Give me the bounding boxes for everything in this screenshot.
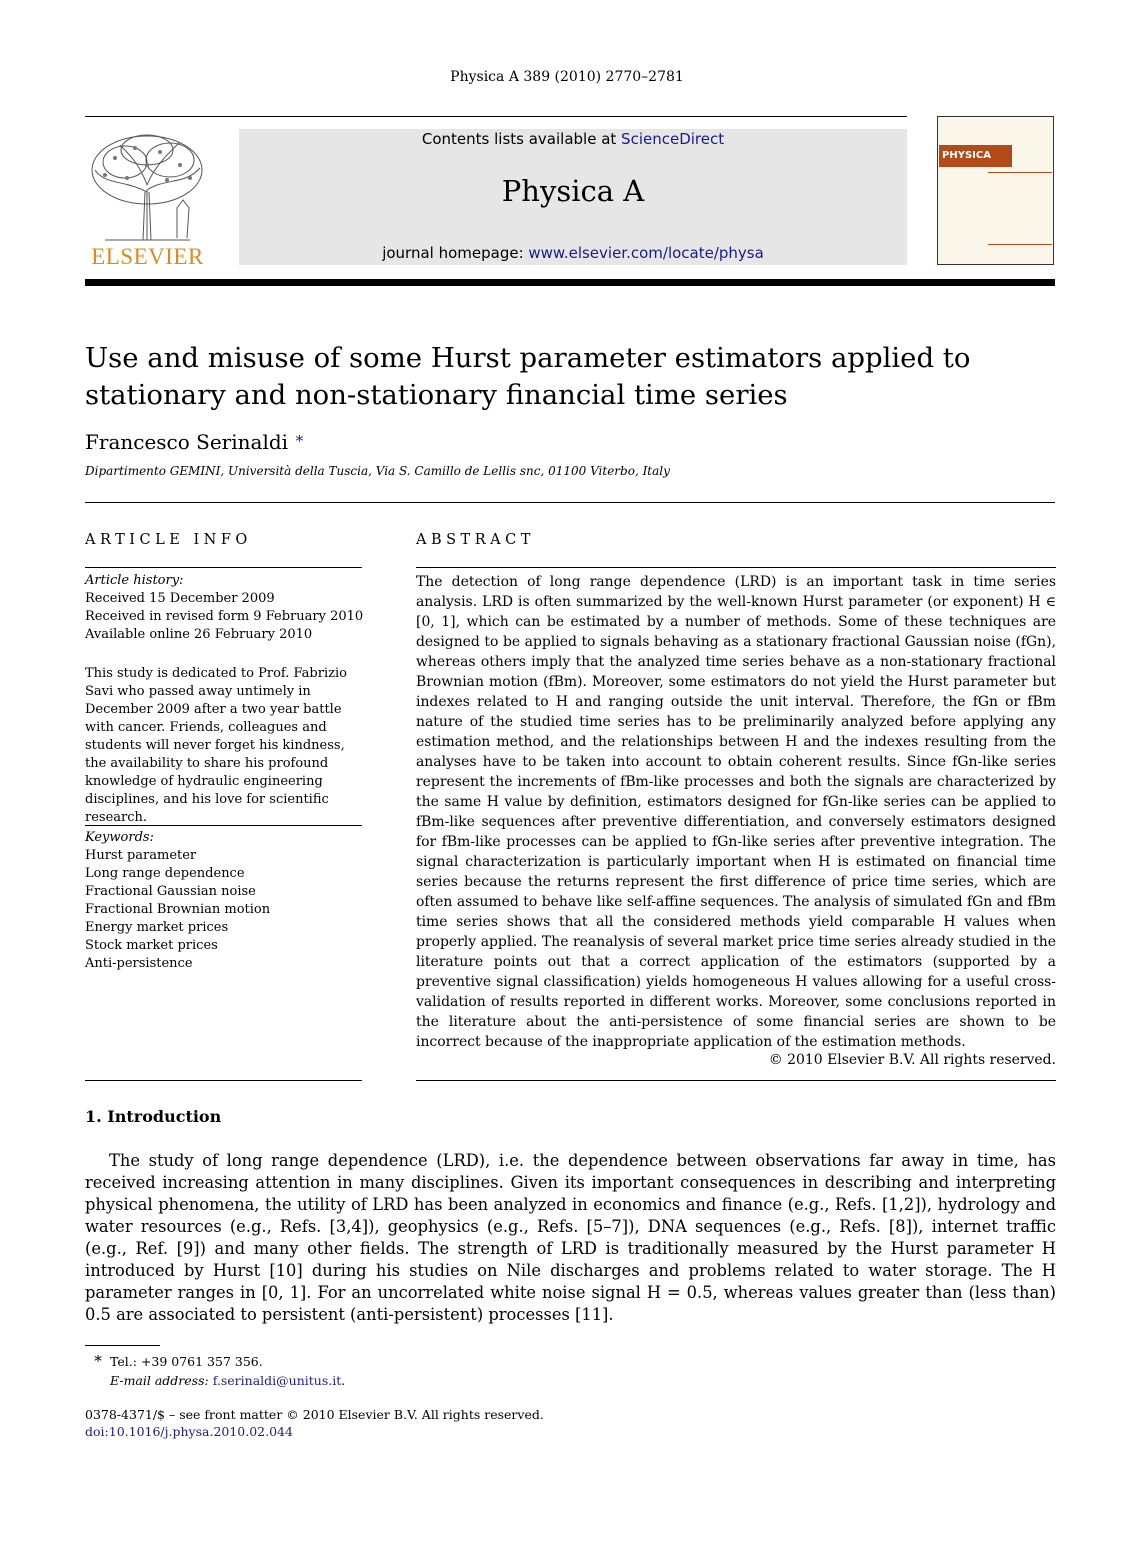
- journal-name: Physica A: [501, 174, 645, 208]
- elsevier-wordmark: ELSEVIER: [91, 244, 204, 269]
- keywords-rule: [85, 825, 362, 826]
- doi-link[interactable]: doi:10.1016/j.physa.2010.02.044: [85, 1424, 293, 1439]
- front-matter: [85, 1406, 544, 1440]
- keyword-item: Stock market prices: [85, 938, 218, 953]
- keyword-item: Fractional Brownian motion: [85, 902, 271, 917]
- sciencedirect-link[interactable]: ScienceDirect: [621, 130, 725, 148]
- header-rule: [85, 116, 907, 117]
- article-info-rule: [85, 567, 362, 568]
- dedication-note: This study is dedicated to Prof. Fabrizio Savi who passed away untimely in December 2009 after a two year battle with cancer. Friends, colleagues and students will never forget his kindness, the availability to share his profound knowledge of hydraulic engineering disciplines, and his love for scientific research.: [85, 666, 347, 825]
- cover-rule: [988, 172, 1052, 173]
- keywords-label: Keywords:: [85, 830, 154, 845]
- abstract-copyright: © 2010 Elsevier B.V. All rights reserved.: [768, 1052, 1056, 1068]
- history-item: Available online 26 February 2010: [85, 627, 313, 642]
- keyword-item: Anti-persistence: [85, 956, 193, 971]
- author-line: [85, 429, 305, 454]
- journal-citation: Physica A 389 (2010) 2770–2781: [450, 69, 684, 85]
- abstract-rule: [416, 567, 1056, 568]
- article-info-heading: ARTICLE INFO: [85, 532, 252, 548]
- email-link[interactable]: f.serinaldi@unitus.it: [212, 1373, 342, 1388]
- article-history: [85, 572, 365, 644]
- cover-title: PHYSICA: [939, 145, 1012, 167]
- history-item: Received in revised form 9 February 2010: [85, 609, 364, 624]
- journal-banner: [239, 129, 907, 265]
- email-label: E-mail address:: [110, 1373, 213, 1388]
- affiliation: Dipartimento GEMINI, Università della Tuscia, Via S. Camillo de Lellis snc, 01100 Viterbo, Italy: [85, 464, 670, 478]
- left-column-end-rule: [85, 1080, 362, 1081]
- footnote-rule: [85, 1345, 160, 1346]
- journal-cover-thumbnail: [937, 116, 1054, 265]
- keyword-item: Long range dependence: [85, 866, 245, 881]
- footnote-email-line: [110, 1371, 345, 1390]
- masthead-thick-rule: [85, 279, 1055, 286]
- keywords-list: [85, 829, 365, 973]
- email-period: .: [341, 1373, 346, 1388]
- introduction-paragraph: The study of long range dependence (LRD), i.e. the dependence between observations far away in time, has received increasing attention in many disciplines. Given its important consequences in describing and interpreting physical phenomena, the utility of LRD has been analyzed in economics and finance (e.g., Refs. [1,2]), hydrology and water resources (e.g., Refs. [3,4]), geophysics (e.g., Refs. [5–7]), DNA sequences (e.g., Refs. [8]), internet traffic (e.g., Ref. [9]) and many other fields. The strength of LRD is traditionally measured by the Hurst parameter H introduced by Hurst [10] during his studies on Nile discharges and problems related to water storage. The H parameter ranges in [0, 1]. For an uncorrelated white noise signal H = 0.5, whereas values greater than (less than) 0.5 are associated to persistent (anti-persistent) processes [11].: [85, 1151, 1056, 1324]
- author-footnote-mark[interactable]: ∗: [294, 429, 305, 447]
- footnote-mark: ∗: [93, 1349, 104, 1367]
- footnote-telephone: Tel.: +39 0761 357 356.: [110, 1354, 263, 1369]
- cover-rule-bottom: [988, 244, 1052, 245]
- introduction-heading: 1. Introduction: [85, 1107, 222, 1126]
- homepage-prefix: journal homepage:: [382, 244, 529, 262]
- history-label: Article history:: [85, 573, 184, 588]
- homepage-link[interactable]: www.elsevier.com/locate/physa: [528, 244, 764, 262]
- contents-prefix: Contents lists available at: [421, 130, 622, 148]
- homepage-line: [239, 244, 907, 262]
- abstract-heading: ABSTRACT: [416, 532, 535, 548]
- abstract-end-rule: [416, 1080, 1056, 1081]
- abstract-text: The detection of long range dependence (LRD) is an important task in time series analysis. LRD is often summarized by the well-known Hurst parameter (or exponent) H ∈ [0, 1], which can be estimated by a number of methods. Some of these techniques are designed to be applied to signals behaving as a stationary fractional Gaussian noise (fGn), whereas others imply that the analyzed time series behave as a non-stationary fractional Brownian motion (fBm). Moreover, some estimators do not yield the Hurst parameter but indexes related to H and ranging outside the unit interval. Therefore, the fGn or fBm nature of the studied time series has to be preliminarily analyzed before applying any estimation method, and the relationships between H and the indexes resulting from the analyses have to be taken into account to obtain coherent results. Since fGn-like series represent the increments of fBm-like processes and both the signals are characterized by the same H value by definition, estimators designed for fGn-like series can be applied to fBm-like sequences after preventive differentiation, and conversely estimators designed for fBm-like processes can be applied to fGn-like series after preventive integration. The signal characterization is particularly important when H is estimated on financial time series because the returns represent the first difference of price time series, which are often assumed to behave like self-affine sequences. The analysis of simulated fGn and fBm time series shows that all the considered methods yield comparable H values when properly applied. The reanalysis of several market price time series already studied in the literature points out that a correct application of the estimators (supported by a preventive signal classification) yields homogeneous H values allowing for a useful cross-validation of results reported in different works. Moreover, some conclusions reported in the literature about the anti-persistence of some financial series are shown to be incorrect because of the inappropriate application of the estimation methods.: [416, 574, 1056, 1050]
- history-item: Received 15 December 2009: [85, 591, 275, 606]
- contents-line: [239, 130, 907, 148]
- article-title: Use and misuse of some Hurst parameter estimators applied to stationary and non-stationary financial time series: [85, 342, 971, 411]
- elsevier-logo: [85, 130, 210, 268]
- keyword-item: Hurst parameter: [85, 848, 197, 863]
- author-name: Francesco Serinaldi: [85, 430, 289, 454]
- affiliation-rule: [85, 502, 1055, 503]
- issn-line: 0378-4371/$ – see front matter © 2010 Elsevier B.V. All rights reserved.: [85, 1407, 544, 1422]
- keyword-item: Fractional Gaussian noise: [85, 884, 256, 899]
- keyword-item: Energy market prices: [85, 920, 229, 935]
- tree-logo-icon: [85, 130, 210, 242]
